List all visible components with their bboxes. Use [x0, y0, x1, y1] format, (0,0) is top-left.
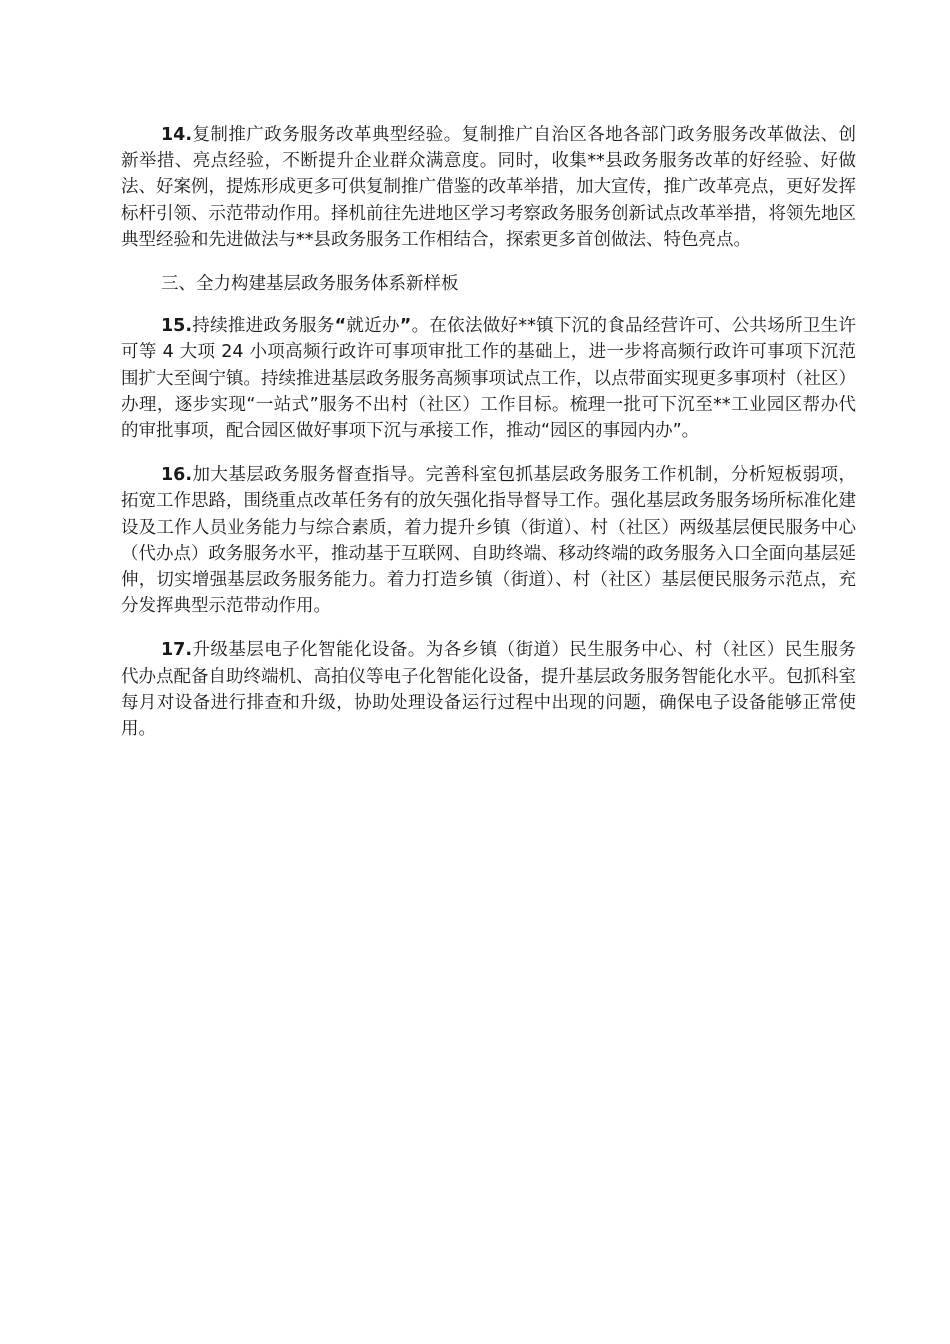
quoted-term: 就近办 [346, 316, 400, 337]
paragraph-text: 加大基层政务服务督查指导。完善科室包抓基层政务服务工作机制，分析短板弱项，拓宽工作思路，围绕重点改革任务有的放矢强化指导督导工作。强化基层政务服务场所标准化建设及工作人员业务能力与综合素质，着力提升乡镇（街道）、村（社区）两级基层便民服务中心（代办点）政务服务水平，推动基于互联网、自助终端、移动终端的政务服务入口全面向基层延伸，切实增强基层政务服务能力。着力打造乡镇（街道）、村（社区）基层便民服务示范点，充分发挥典型示范带动作用。 [121, 465, 856, 617]
paragraph-text: 复制推广政务服务改革典型经验。复制推广自治区各地各部门政务服务改革做法、创新举措、亮点经验，不断提升企业群众满意度。同时，收集**县政务服务改革的好经验、好做法、好案例，提炼形成更多可供复制推广借鉴的改革举措，加大宣传，推广改革亮点，更好发挥标杆引领、示范带动作用。择机前往先进地区学习考察政务服务创新试点改革举措，将领先地区典型经验和先进做法与**县政务服务工作相结合，探索更多首创做法、特色亮点。 [121, 125, 856, 250]
item-number: 15. [161, 316, 193, 337]
item-number: 14. [161, 125, 193, 145]
paragraph-17 [121, 637, 856, 742]
item-number: 17. [161, 640, 193, 661]
quote-open-mark: “ [334, 316, 347, 337]
paragraph-text-lead: 持续推进政务服务 [192, 316, 335, 337]
section-heading: 三、全力构建基层政务服务体系新样板 [161, 274, 459, 295]
item-number: 16. [161, 465, 193, 486]
paragraph-text: 。在依法做好**镇下沉的食品经营许可、公共场所卫生许可等 4 大项 24 小项高频行政许可事项审批工作的基础上，进一步将高频行政许可事项下沉范围扩大至闽宁镇。持续推进基层政务服务高频事项试点工作，以点带面实现更多事项村（社区）办理，逐步实现“一站式”服务不出村（社区）工作目标。梳理一批可下沉至**工业园区帮办代的审批事项，配合园区做好事项下沉与承接工作，推动“园区的事园内办”。 [121, 316, 857, 442]
paragraph-text: 升级基层电子化智能化设备。为各乡镇（街道）民生服务中心、村（社区）民生服务代办点配备自助终端机、高拍仪等电子化智能化设备，提升基层政务服务智能化水平。包抓科室每月对设备进行排查和升级，协助处理设备运行过程中出现的问题，确保电子设备能够正常使用。 [121, 640, 856, 740]
document-body [121, 122, 856, 760]
quote-close-mark: ” [399, 316, 412, 337]
paragraph-14 [121, 122, 856, 253]
paragraph-15 [121, 313, 856, 444]
paragraph-16 [121, 462, 856, 619]
